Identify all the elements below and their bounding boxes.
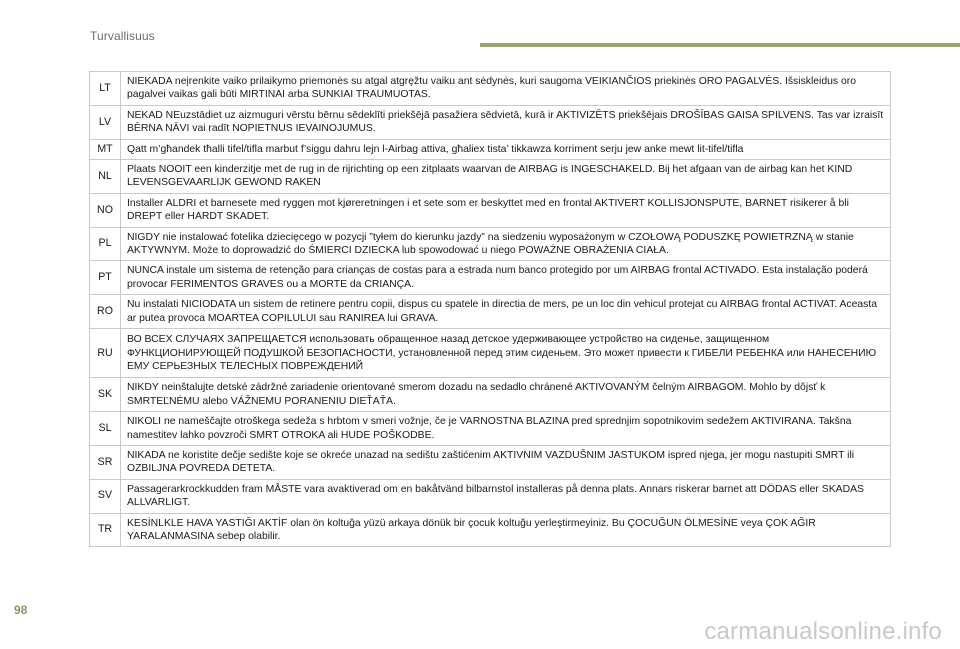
language-code: NL bbox=[90, 160, 121, 194]
language-code: PL bbox=[90, 227, 121, 261]
language-code: SV bbox=[90, 479, 121, 513]
table-row bbox=[90, 105, 891, 139]
table-row bbox=[90, 160, 891, 194]
language-code: TR bbox=[90, 513, 121, 547]
warning-text: NIKADA ne koristite dečje sedište koje se okreće unazad na sedištu zaštićenim AKTIVNIM VAZDUŠNIM JASTUKOM ispred njega, jer mogu nastupiti SMRT ili OZBILJNA POVREDA DETETA. bbox=[121, 445, 891, 479]
language-code: SR bbox=[90, 445, 121, 479]
table-row bbox=[90, 445, 891, 479]
language-code: SK bbox=[90, 378, 121, 412]
language-code: LV bbox=[90, 105, 121, 139]
table-row bbox=[90, 513, 891, 547]
language-code: RO bbox=[90, 295, 121, 329]
warning-text: NIGDY nie instalować fotelika dziecięcego w pozycji ”tyłem do kierunku jazdy” na siedzeniu wyposażonym w CZOŁOWĄ PODUSZKĘ POWIETRZNĄ w stanie AKTYWNYM. Może to doprowadzić do ŚMIERCI DZIECKA lub spowodować u niego POWAŻNE OBRAŻENIA CIAŁA. bbox=[121, 227, 891, 261]
warning-text: NEKAD NEuzstādiet uz aizmuguri vērstu bērnu sēdeklīti priekšējā pasažiera sēdvietā, kurā ir AKTIVIZĒTS priekšējais DROŠĪBAS GAISA SPILVENS. Tas var izraisīt BĒRNA NĀVI vai radīt NOPIETNUS IEVAINOJUMUS. bbox=[121, 105, 891, 139]
warning-text: NIKOLI ne nameščajte otroškega sedeža s hrbtom v smeri vožnje, če je VARNOSTNA BLAZINA pred sprednjim sopotnikovim sedežem AKTIVIRANA. Takšna namestitev lahko povzroči SMRT OTROKA ali HUDE POŠKODBE. bbox=[121, 412, 891, 446]
language-code: MT bbox=[90, 139, 121, 159]
table-row bbox=[90, 139, 891, 159]
table-row bbox=[90, 261, 891, 295]
table-row bbox=[90, 412, 891, 446]
table-row bbox=[90, 227, 891, 261]
table-row bbox=[90, 329, 891, 378]
language-code: PT bbox=[90, 261, 121, 295]
table-row bbox=[90, 295, 891, 329]
warning-text: Installer ALDRI et barnesete med ryggen mot kjøreretningen i et sete som er beskyttet med en frontal AKTIVERT KOLLISJONSPUTE, BARNET risikerer å bli DREPT eller HARDT SKADET. bbox=[121, 193, 891, 227]
language-code: NO bbox=[90, 193, 121, 227]
warning-text: NIKDY neinštalujte detské zádržné zariadenie orientované smerom dozadu na sedadlo chránené AKTIVOVANÝM čelným AIRBAGOM. Mohlo by dôjsť k SMRTEĽNÉMU alebo VÁŽNEMU PORANENIU DIEŤAŤA. bbox=[121, 378, 891, 412]
header-accent-bar bbox=[480, 43, 960, 47]
language-code: LT bbox=[90, 72, 121, 106]
warning-text: Passagerarkrockkudden fram MÅSTE vara avaktiverad om en bakåtvänd bilbarnstol installeras på denna plats. Annars riskerar barnet att DÖDAS eller SKADAS ALLVARLIGT. bbox=[121, 479, 891, 513]
page-number: 98 bbox=[14, 603, 28, 617]
table-row bbox=[90, 72, 891, 106]
language-warning-table bbox=[89, 71, 891, 547]
warning-text: Plaats NOOIT een kinderzitje met de rug in de rijrichting op een zitplaats waarvan de AIRBAG is INGESCHAKELD. Bij het afgaan van de airbag kan het KIND LEVENSGEVAARLIJK GEWOND RAKEN bbox=[121, 160, 891, 194]
language-code: SL bbox=[90, 412, 121, 446]
warning-text: NUNCA instale um sistema de retenção para crianças de costas para a estrada num banco protegido por um AIRBAG frontal ACTIVADO. Esta instalação poderá provocar FERIMENTOS GRAVES ou a MORTE da CRIANÇA. bbox=[121, 261, 891, 295]
table-row bbox=[90, 378, 891, 412]
language-code: RU bbox=[90, 329, 121, 378]
warning-text: NIEKADA neįrenkite vaiko prilaikymo priemonės su atgal atgręžtu vaiku ant sėdynės, kuri saugoma VEIKIANČIOS priekinės ORO PAGALVĖS. Išsiskleidus oro pagalvei vaikas gali būti MIRTINAI arba SUNKIAI TRAUMUOTAS. bbox=[121, 72, 891, 106]
section-title: Turvallisuus bbox=[90, 29, 155, 43]
warning-text: ВО ВСЕХ СЛУЧАЯХ ЗАПРЕЩАЕТСЯ использовать обращенное назад детское удерживающее устройство на сиденье, защищенном ФУНКЦИОНИРУЮЩЕЙ ПОДУШКОЙ БЕЗОПАСНОСТИ, установленной перед этим сиденьем. Это может привести к ГИБЕЛИ РЕБЕНКА или НАНЕСЕНИЮ ЕМУ СЕРЬЕЗНЫХ ТЕЛЕСНЫХ ПОВРЕЖДЕНИЙ bbox=[121, 329, 891, 378]
warning-text: Nu instalati NICIODATA un sistem de retinere pentru copii, dispus cu spatele in directia de mers, pe un loc din vehicul protejat cu AIRBAG frontal ACTIVAT. Aceasta ar putea provoca MOARTEA COPILULUI sau RANIREA lui GRAVA. bbox=[121, 295, 891, 329]
table-row bbox=[90, 479, 891, 513]
table-row bbox=[90, 193, 891, 227]
watermark-link[interactable]: carmanualsonline.info bbox=[704, 618, 942, 645]
warning-text: KESİNLKLE HAVA YASTIĞI AKTİF olan ön koltuğa yüzü arkaya dönük bir çocuk koltuğu yerleştirmeyiniz. Bu ÇOCUĞUN ÖLMESİNE veya ÇOK AĞIR YARALANMASINA sebep olabilir. bbox=[121, 513, 891, 547]
warning-text: Qatt m’għandek tħalli tifel/tifla marbut f’siggu dahru lejn l-Airbag attiva, għaliex tista’ tikkawza korriment serju jew anke mewt lit-tifel/tifla bbox=[121, 139, 891, 159]
